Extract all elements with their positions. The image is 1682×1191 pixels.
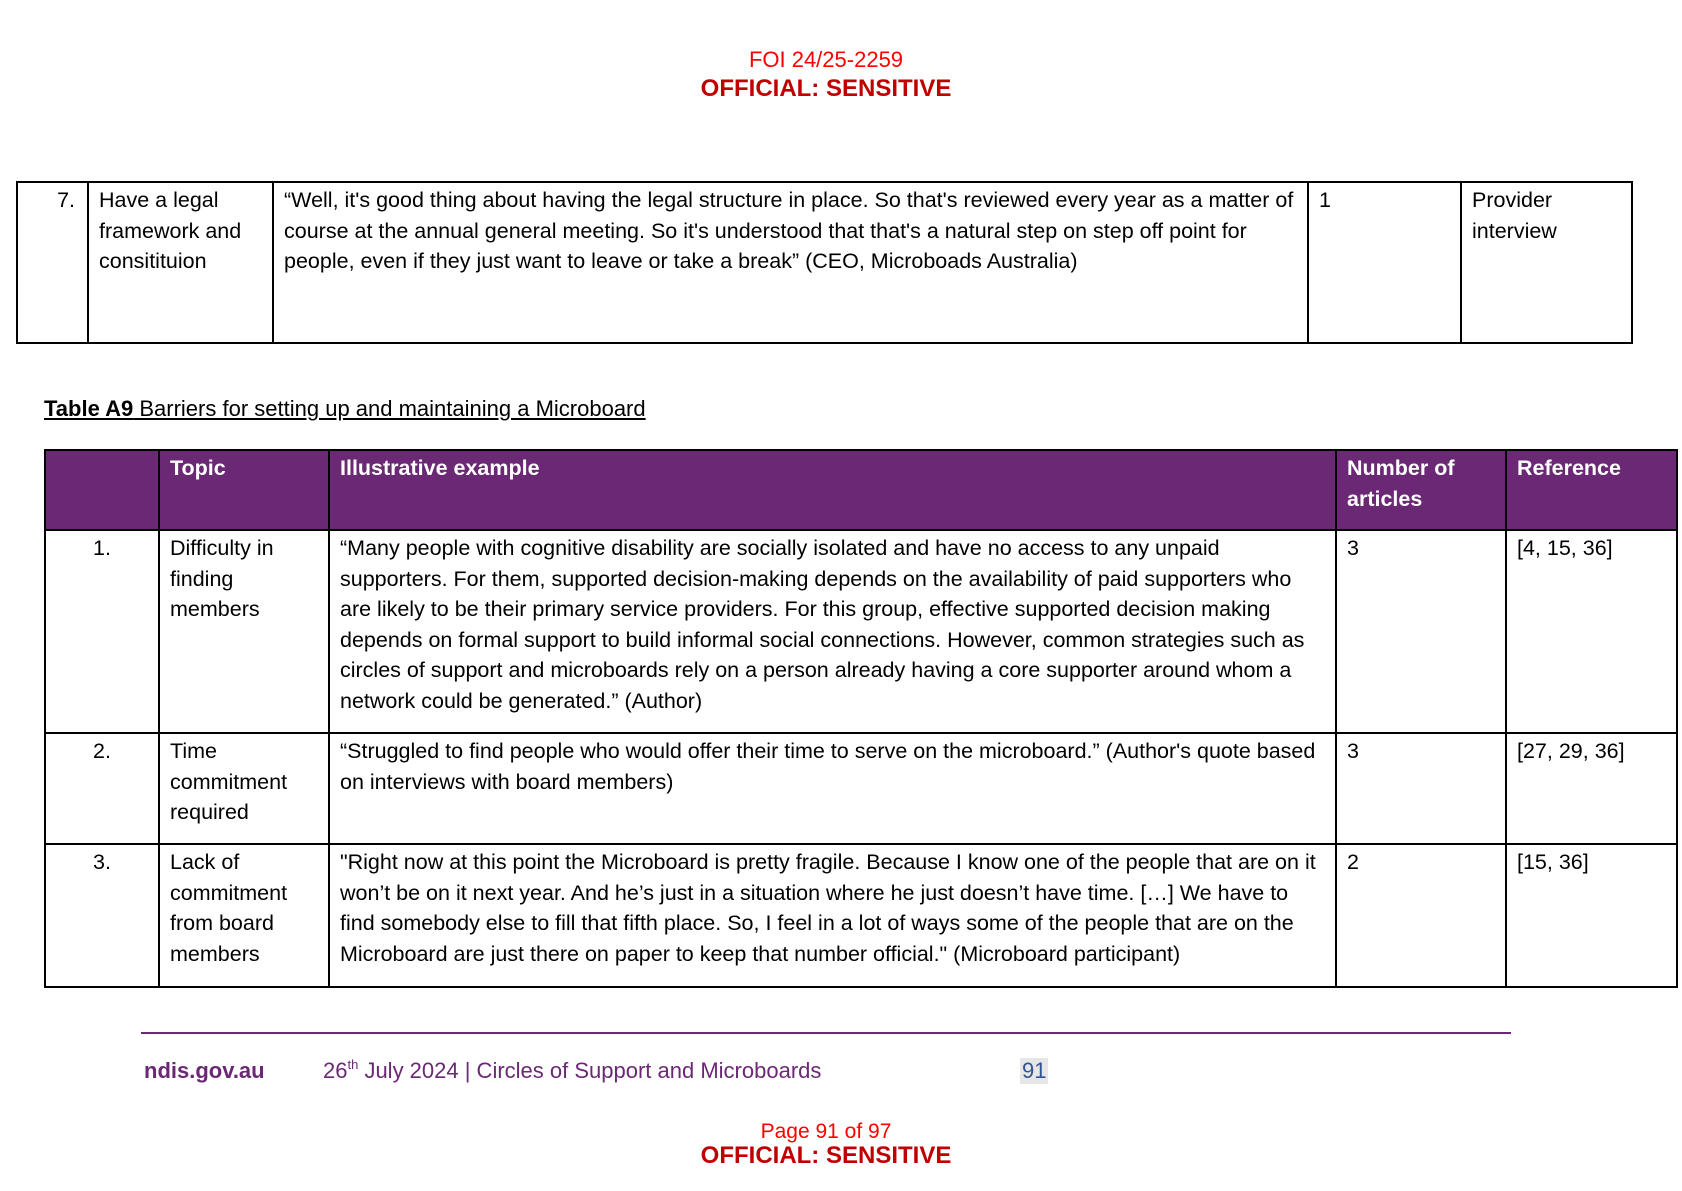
foi-number: FOI 24/25-2259 (748, 47, 904, 72)
row-example: “Many people with cognitive disability are socially isolated and have no access to any unpaid supporters. For them, supported decision-making depends on the availability of paid supporters who are likely to be their primary service providers. For this group, effective supported decision making depends on formal support to build informal social connections. However, common strategies such as circles of support and microboards rely on a person already having a core supporter around whom a network could be generated.” (Author) (329, 530, 1336, 733)
footer-site-link[interactable]: ndis.gov.au (144, 1058, 265, 1083)
header-article-count: Number of articles (1336, 450, 1506, 530)
table-row (45, 844, 1677, 987)
row-reference: Provider interview (1461, 182, 1632, 343)
header-number (45, 450, 159, 530)
row-reference: [15, 36] (1506, 844, 1677, 987)
row-reference: [4, 15, 36] (1506, 530, 1677, 733)
row-topic: Difficulty in finding members (159, 530, 329, 733)
row-number: 7. (17, 182, 88, 343)
table-row (45, 530, 1677, 733)
barriers-table (44, 449, 1678, 988)
row-topic: Lack of commitment from board members (159, 844, 329, 987)
footer-date-day: 26 (323, 1058, 348, 1083)
row-example: "Right now at this point the Microboard is pretty fragile. Because I know one of the people that are on it won’t be on it next year. And he’s just in a situation where he just doesn’t have time. […] We have to find somebody else to fill that fifth place. So, I feel in a lot of ways some of the people that are on the Microboard are just there on paper to keep that number official." (Microboard participant) (329, 844, 1336, 987)
footer-page-number: 91 (1022, 1058, 1047, 1083)
footer-date-title (323, 1058, 821, 1084)
row-number: 2. (45, 733, 159, 844)
table-caption-text: Barriers for setting up and maintaining a Microboard (133, 396, 646, 421)
header-reference: Reference (1506, 450, 1677, 530)
row-example: “Struggled to find people who would offer their time to serve on the microboard.” (Author's quote based on interviews with board members) (329, 733, 1336, 844)
security-classification-header: OFFICIAL: SENSITIVE (700, 75, 952, 102)
table-row (17, 182, 1632, 343)
row-topic: Time commitment required (159, 733, 329, 844)
table-row (45, 733, 1677, 844)
row-number: 3. (45, 844, 159, 987)
row-number: 1. (45, 530, 159, 733)
table-header-row (45, 450, 1677, 530)
row-example: “Well, it's good thing about having the legal structure in place. So that's reviewed every year as a matter of course at the annual general meeting. So it's understood that that's a natural step on step off point for people, even if they just want to leave or take a break” (CEO, Microboads Australia) (273, 182, 1308, 343)
footer-date-rest: July 2024 | Circles of Support and Microboards (358, 1058, 822, 1083)
table-caption-label: Table A9 (44, 396, 134, 421)
table-caption (44, 396, 646, 422)
header-example: Illustrative example (329, 450, 1336, 530)
continued-table (16, 181, 1633, 344)
footer-date-suffix: th (347, 1057, 359, 1072)
header-topic: Topic (159, 450, 329, 530)
page-count: Page 91 of 97 (760, 1120, 892, 1143)
footer-divider (141, 1032, 1511, 1034)
row-article-count: 3 (1336, 530, 1506, 733)
row-article-count: 3 (1336, 733, 1506, 844)
row-article-count: 1 (1308, 182, 1461, 343)
security-classification-footer: OFFICIAL: SENSITIVE (700, 1142, 952, 1169)
row-reference: [27, 29, 36] (1506, 733, 1677, 844)
row-topic: Have a legal framework and consitituion (88, 182, 273, 343)
row-article-count: 2 (1336, 844, 1506, 987)
